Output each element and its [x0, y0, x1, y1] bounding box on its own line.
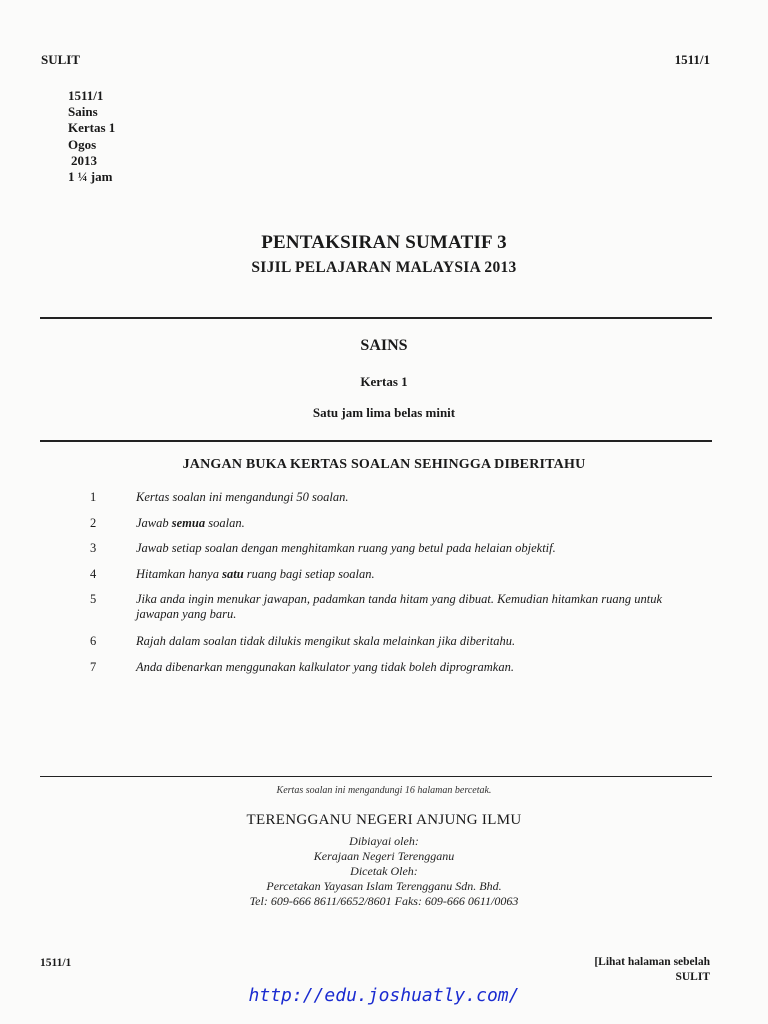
organization-name: TERENGGANU NEGERI ANJUNG ILMU	[246, 812, 522, 828]
instruction-number: 4	[90, 566, 97, 581]
footer-next-page	[594, 955, 710, 985]
instruction-item: 6 Rajah dalam soalan tidak dilukis mengikut skala melainkan jika diberitahu.	[0, 634, 768, 649]
header-code: 1511/1	[674, 52, 710, 67]
instruction-number: 2	[90, 515, 97, 530]
section-duration: Satu jam lima belas minit	[312, 405, 456, 420]
contact-numbers: Tel: 609-666 8611/6652/8601 Faks: 609-666 0611/0063	[249, 894, 519, 908]
printer-name: Percetakan Yayasan Islam Terengganu Sdn. Bhd.	[266, 879, 502, 893]
instruction-item: 4 Hitamkan hanya satu ruang bagi setiap soalan.	[0, 567, 768, 582]
exam-title: PENTAKSIRAN SUMATIF 3	[261, 232, 507, 253]
instruction-item: 5 Jika anda ingin menukar jawapan, padamkan tanda hitam yang dibuat. Kemudian hitamkan ruang untuk jawapan yang baru.	[0, 592, 768, 622]
funded-by: Kerajaan Negeri Terengganu	[313, 849, 455, 863]
instruction-number: 6	[90, 634, 97, 648]
instruction-item: 7 Anda dibenarkan menggunakan kalkulator yang tidak boleh diprogramkan.	[0, 660, 768, 675]
instruction-number: 7	[90, 659, 97, 674]
paper-meta	[68, 88, 115, 185]
instruction-item: 1 Kertas soalan ini mengandungi 50 soalan.	[0, 490, 768, 505]
exam-subtitle: SIJIL PELAJARAN MALAYSIA 2013	[251, 259, 517, 276]
instruction-number: 1	[90, 490, 97, 504]
warning-heading: JANGAN BUKA KERTAS SOALAN SEHINGGA DIBERITAHU	[182, 457, 586, 472]
printed-label: Dicetak Oleh:	[350, 864, 418, 878]
meta-subject: Sains	[68, 104, 98, 120]
next-page-label: [Lihat halaman sebelah	[594, 956, 710, 968]
header-sulit: SULIT	[41, 52, 81, 67]
instruction-item: 3 Jawab setiap soalan dengan menghitamkan ruang yang betul pada helaian objektif.	[0, 541, 768, 556]
page-count-note: Kertas soalan ini mengandungi 16 halaman bercetak.	[276, 785, 492, 796]
meta-paper: Kertas 1	[68, 120, 116, 136]
footer-sulit: SULIT	[675, 971, 710, 983]
meta-month: Ogos	[68, 136, 97, 152]
funded-label: Dibiayai oleh:	[349, 834, 419, 848]
divider-top	[40, 317, 712, 319]
source-link[interactable]: http://edu.joshuatly.com/	[248, 985, 520, 1006]
instruction-item: 2 Jawab semua soalan.	[0, 516, 768, 531]
instruction-number: 5	[90, 592, 97, 606]
footer-code: 1511/1	[40, 957, 72, 969]
divider-middle	[40, 440, 712, 442]
instruction-list	[0, 490, 768, 685]
meta-year: 2013	[71, 152, 97, 168]
section-paper: Kertas 1	[360, 374, 408, 389]
section-subject: SAINS	[360, 337, 408, 354]
meta-code: 1511/1	[68, 88, 104, 103]
instruction-number: 3	[90, 541, 97, 555]
meta-time: 1 ¼ jam	[68, 169, 113, 185]
publisher-info	[0, 834, 768, 909]
divider-bottom	[40, 776, 712, 777]
